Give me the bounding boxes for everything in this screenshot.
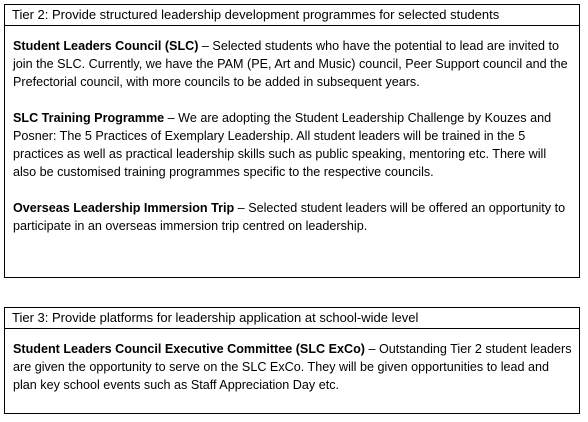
- tier-3-header: Tier 3: Provide platforms for leadership application at school-wide level: [5, 308, 579, 329]
- tier-2-header: Tier 2: Provide structured leadership development programmes for selected students: [5, 5, 579, 26]
- slc-text: – Selected students who have the potential to lead are invited to join the SLC. Currently, we have the PAM (PE, Art and Music) council, Peer Support council and the Prefectorial council, with more councils to be added in subsequent years.: [13, 39, 568, 89]
- tier-2-body: [5, 26, 579, 235]
- slc-exco-title: Student Leaders Council Executive Committee (SLC ExCo): [13, 342, 365, 356]
- tier-2-box: [4, 4, 580, 278]
- overseas-trip-title: Overseas Leadership Immersion Trip: [13, 201, 235, 215]
- slc-exco-paragraph: [13, 340, 572, 394]
- overseas-trip-text: – Selected student leaders will be offered an opportunity to participate in an overseas immersion trip centred on leadership.: [13, 201, 566, 233]
- slc-exco-text: – Outstanding Tier 2 student leaders are given the opportunity to serve on the SLC ExCo. They will be given opportunities to lead and plan key school events such as Staff Appreciation Day etc.: [13, 342, 572, 392]
- overseas-trip-paragraph: [13, 199, 572, 235]
- slc-training-paragraph: [13, 109, 572, 181]
- slc-training-title: SLC Training Programme: [13, 111, 165, 125]
- slc-training-text: – We are adopting the Student Leadership Challenge by Kouzes and Posner: The 5 Practices of Exemplary Leadership. All student leaders will be trained in the 5 practices as well as practical leadership skills such as public speaking, mentoring etc. There will also be customised training programmes specific to the respective councils.: [13, 111, 552, 179]
- tier-3-body: [5, 329, 579, 394]
- slc-paragraph: [13, 37, 572, 91]
- tier-3-box: [4, 307, 580, 414]
- slc-title: Student Leaders Council (SLC): [13, 39, 199, 53]
